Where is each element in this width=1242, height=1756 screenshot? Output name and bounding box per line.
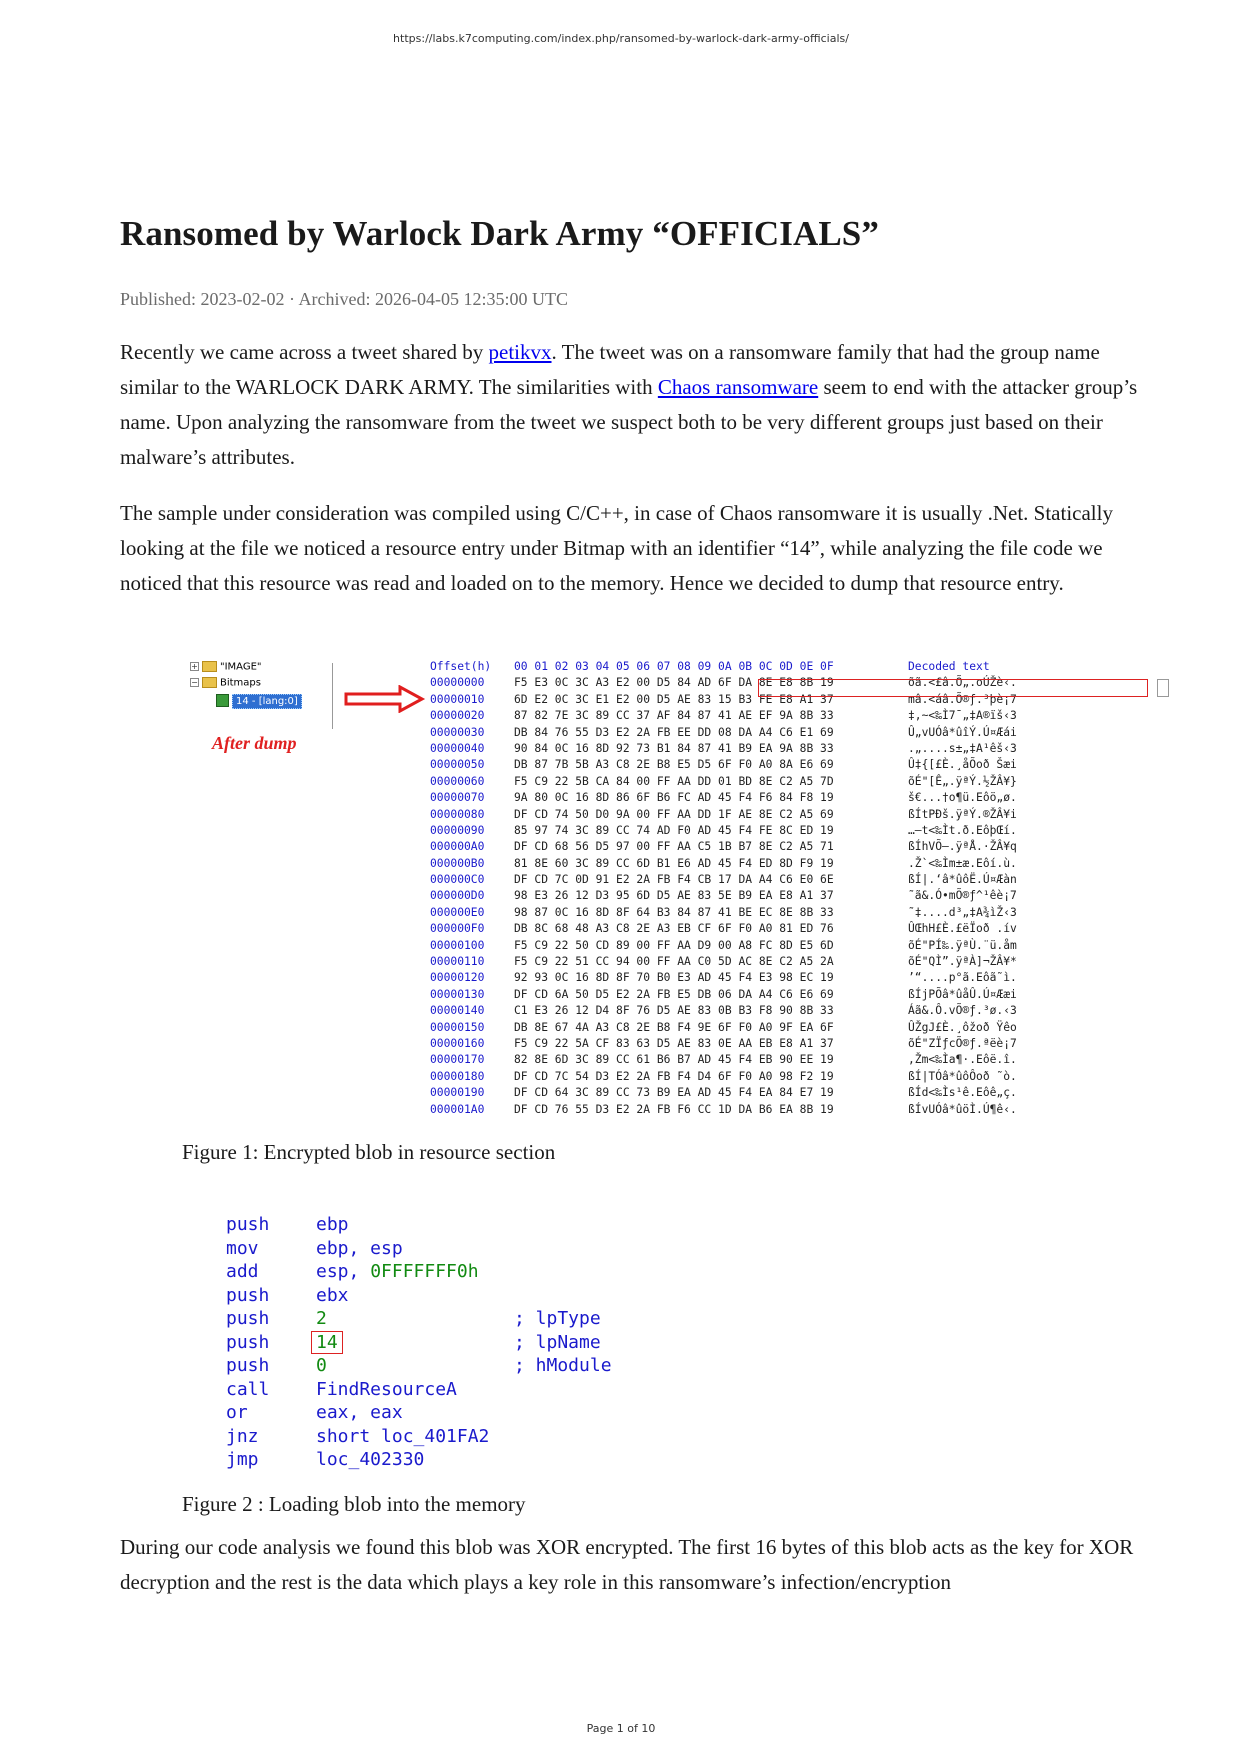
hex-offset: 000000C0: [430, 873, 485, 887]
hex-offset: 00000040: [430, 741, 485, 755]
hex-decoded: ßÍhVÕ—.ÿªÅ.·ŽÂ¥q: [908, 840, 1017, 854]
asm-comment: ; hModule: [514, 1355, 612, 1376]
hex-row: [430, 921, 1017, 937]
asm-operand: short loc_401FA2: [316, 1425, 490, 1447]
bitmap-icon: [216, 694, 229, 707]
collapse-icon: −: [191, 678, 198, 687]
hex-bytes: 90 84 0C 16 8D 92 73 B1 84 87 41 B9 EA 9A 8B 33: [514, 741, 834, 755]
figure-1-caption: Figure 1: Encrypted blob in resource section: [182, 1140, 556, 1164]
asm-comment: ; lpType: [514, 1308, 601, 1329]
asm-operand: eax, eax: [316, 1402, 403, 1423]
folder-icon: [202, 677, 217, 688]
hex-decoded: š€...†o¶ü.Eôö„ø.: [908, 791, 1017, 805]
hex-row: [430, 1102, 1017, 1118]
hex-row: [430, 708, 1017, 724]
hex-bytes: 6D E2 0C 3C E1 E2 00 D5 AE 83 15 B3 FE E8 A1 37: [514, 692, 834, 706]
asm-line: [226, 1213, 612, 1237]
hex-bytes: DF CD 74 50 D0 9A 00 FF AA DD 1F AE 8E C2 A5 69: [514, 807, 834, 821]
hex-bytes: DF CD 68 56 D5 97 00 FF AA C5 1B B7 8E C2 A5 71: [514, 840, 834, 854]
hex-decoded: ‚Žm<‰Ìa¶·.Eôë.î.: [908, 1053, 1017, 1067]
asm-operand: ebp: [316, 1214, 349, 1235]
hex-bytes: 87 82 7E 3C 89 CC 37 AF 84 87 41 AE EF 9A 8B 33: [514, 709, 834, 723]
asm-mnemonic: push: [226, 1308, 270, 1329]
asm-line: [226, 1237, 612, 1261]
hex-row: [430, 872, 1017, 888]
hex-offset: 00000130: [430, 987, 485, 1001]
hex-header: Offset(h) 00 01 02 03 04 05 06 07 08 09 0A 0B 0C 0D 0E 0F Decoded text: [430, 660, 990, 673]
hex-offset: 00000010: [430, 692, 485, 706]
asm-operand: ebx: [316, 1284, 349, 1306]
asm-mnemonic: push: [226, 1331, 270, 1353]
asm-mnemonic: mov: [226, 1237, 259, 1259]
hex-row: [430, 1036, 1017, 1052]
after-dump-label: After dump: [212, 733, 297, 753]
asm-operand: [316, 1331, 514, 1355]
hex-bytes: F5 C9 22 5B CA 84 00 FF AA DD 01 BD 8E C2 A5 7D: [514, 774, 834, 788]
hex-offset: 00000160: [430, 1036, 485, 1050]
hex-bytes: 9A 80 0C 16 8D 86 6F B6 FC AD 45 F4 F6 84 F8 19: [514, 791, 834, 805]
asm-line: [226, 1284, 612, 1308]
hex-offset: 000000D0: [430, 889, 485, 903]
hex-decoded: Áã&.Ô.vÕ®ƒ.³ø.‹3: [908, 1004, 1017, 1018]
hex-decoded: …—t<‰Ìt.ð.EôþŒí.: [908, 823, 1017, 837]
hex-grid: [430, 659, 1017, 1118]
hex-row: [430, 757, 1017, 773]
hex-bytes: 92 93 0C 16 8D 8F 70 B0 E3 AD 45 F4 E3 98 EC 19: [514, 971, 834, 985]
hex-bytes: DF CD 6A 50 D5 E2 2A FB E5 DB 06 DA A4 C6 E6 69: [514, 987, 834, 1001]
hex-offset: 00000070: [430, 791, 485, 805]
figure-2-caption: Figure 2 : Loading blob into the memory: [182, 1492, 526, 1516]
hex-row: [430, 905, 1017, 921]
figure-1-hex-view: [182, 657, 1082, 1137]
hex-row: [430, 741, 1017, 757]
hex-offset: 000001A0: [430, 1102, 485, 1116]
hex-bytes: F5 C9 22 50 CD 89 00 FF AA D9 00 A8 FC 8D E5 6D: [514, 938, 834, 952]
hex-decoded: õÉ"ZÏƒcÕ®ƒ.ªëè¡7: [908, 1036, 1017, 1050]
hex-decoded: Û‡{[£È.¸åÕoð Šæi: [908, 758, 1017, 772]
asm-mnemonic: jmp: [226, 1449, 259, 1470]
chaos-ransomware-link[interactable]: Chaos ransomware: [657, 375, 819, 399]
key-highlight-box: [758, 679, 1148, 697]
hex-offset: 000000B0: [430, 856, 485, 870]
hex-offset: 00000140: [430, 1004, 485, 1018]
hex-decoded: Û„vUÓâ*ûîÝ.Ú¤Æái: [908, 725, 1017, 739]
hex-decoded: ßÍvUÓâ*ûöÌ.Ú¶ê‹.: [908, 1102, 1017, 1116]
red-arrow-icon: [344, 685, 426, 713]
hex-row: [430, 954, 1017, 970]
hex-decoded: ÛŒhH£È.£ëÏoð .ív: [908, 922, 1017, 936]
asm-mnemonic: push: [226, 1355, 270, 1376]
hex-decoded: ßÍjPÕâ*ûåÛ.Ú¤Ææi: [908, 987, 1017, 1001]
decoded-cursor-box: [1157, 679, 1169, 697]
asm-mnemonic: jnz: [226, 1425, 259, 1447]
asm-mnemonic: call: [226, 1378, 270, 1400]
tree-node-image[interactable]: + "IMAGE": [191, 661, 262, 673]
hex-bytes: F5 C9 22 51 CC 94 00 FF AA C0 5D AC 8E C2 A5 2A: [514, 955, 834, 969]
tree-node-14[interactable]: 14 - [lang:0]: [216, 694, 302, 707]
asm-immediate: 0FFFFFFF0h: [370, 1261, 479, 1282]
hex-row: [430, 1052, 1017, 1068]
asm-mnemonic: push: [226, 1214, 270, 1235]
hex-bytes: 85 97 74 3C 89 CC 74 AD F0 AD 45 F4 FE 8C ED 19: [514, 823, 834, 837]
hex-offset: 000000A0: [430, 840, 485, 854]
hex-offset: 00000110: [430, 955, 485, 969]
asm-immediate: 2: [316, 1308, 327, 1329]
hex-decoded: ’“....p°ã.Eôã˜ì.: [908, 971, 1017, 985]
asm-mnemonic: add: [226, 1261, 259, 1282]
hex-bytes: F5 C9 22 5A CF 83 63 D5 AE 83 0E AA EB E8 A1 37: [514, 1036, 834, 1050]
hex-decoded: õÉ"QÌ”.ÿªÀ]¬ŽÂ¥*: [908, 955, 1017, 969]
asm-line: [226, 1260, 612, 1284]
hex-bytes: DB 8C 68 48 A3 C8 2E A3 EB CF 6F F0 A0 81 ED 76: [514, 922, 834, 936]
hex-bytes: 98 E3 26 12 D3 95 6D D5 AE 83 5E B9 EA E8 A1 37: [514, 889, 834, 903]
hex-row: [430, 774, 1017, 790]
hex-row: [430, 823, 1017, 839]
hex-offset: 00000150: [430, 1020, 485, 1034]
paragraph-analysis: The sample under consideration was compiled using C/C++, in case of Chaos ransomware it is usually .Net. Statically looking at the file we noticed a resource entry under Bitmap with an identifier “14”, while analyzing the file code we noticed that this resource was read and loaded on to the memory. Hence we decided to dump that resource entry.: [120, 501, 1113, 595]
hex-decoded: õÉ"PÍ‰.ÿªÙ.¨ü.åm: [908, 938, 1017, 952]
article-title: Ransomed by Warlock Dark Army “OFFICIALS”: [120, 214, 879, 253]
highlighted-resource-id: 14: [311, 1331, 343, 1354]
asm-line: [226, 1401, 612, 1425]
asm-operand: [316, 1354, 514, 1378]
hex-offset: 00000180: [430, 1069, 485, 1083]
hex-offset: 000000F0: [430, 922, 485, 936]
asm-mnemonic: push: [226, 1284, 270, 1306]
asm-comment: ; lpName: [514, 1331, 601, 1353]
hex-offset: 00000190: [430, 1086, 485, 1100]
hex-decoded: ßÍtPÐš.ÿªÝ.®ŽÂ¥i: [908, 807, 1017, 821]
page-url: https://labs.k7computing.com/index.php/ransomed-by-warlock-dark-army-officials/: [393, 32, 849, 45]
figure-2-disassembly: [226, 1213, 612, 1472]
hex-bytes: C1 E3 26 12 D4 8F 76 D5 AE 83 0B B3 F8 90 8B 33: [514, 1004, 834, 1018]
hex-decoded: ßÍ|TÓâ*ûôÔoð ˜ò.: [908, 1069, 1017, 1083]
hex-bytes: F5 E3 0C 3C A3 E2 00 D5 84 AD 6F DA 8E E8 8B 19: [514, 676, 834, 690]
hex-bytes: DF CD 7C 54 D3 E2 2A FB F4 D4 6F F0 A0 98 F2 19: [514, 1069, 834, 1083]
asm-line: [226, 1307, 612, 1331]
asm-line: [226, 1331, 612, 1355]
asm-line: [226, 1448, 612, 1472]
asm-immediate: 0: [316, 1355, 327, 1376]
hex-offset: 00000050: [430, 758, 485, 772]
hex-offset: 00000090: [430, 823, 485, 837]
asm-line: [226, 1354, 612, 1378]
hex-row: [430, 1003, 1017, 1019]
asm-operand: esp, 0FFFFFFF0h: [316, 1261, 479, 1282]
hex-decoded: ßÍd<‰Ìs¹ê.Eôê„ç.: [908, 1086, 1017, 1100]
hex-decoded: ßÍ|.‘â*ûôË.Ú¤Æàn: [908, 873, 1017, 887]
hex-decoded: õã.<£â.Õ„.oÚŽè‹.: [908, 676, 1017, 690]
hex-decoded: ÛŽgJ£È.¸ôžoð Ÿêo: [908, 1020, 1017, 1034]
hex-row: [430, 1020, 1017, 1036]
petikvx-link[interactable]: petikvx: [488, 340, 552, 364]
hex-bytes: DB 84 76 55 D3 E2 2A FB EE DD 08 DA A4 C6 E1 69: [514, 725, 834, 739]
hex-offset: 00000100: [430, 938, 485, 952]
hex-offset: 00000030: [430, 725, 485, 739]
hex-decoded: .„....s±„‡A¹êš‹3: [908, 741, 1017, 755]
hex-row: [430, 888, 1017, 904]
article-meta: Published: 2023-02-02 · Archived: 2026-04-05 12:35:00 UTC: [120, 289, 568, 309]
hex-bytes: 81 8E 60 3C 89 CC 6D B1 E6 AD 45 F4 ED 8D F9 19: [514, 856, 834, 870]
hex-offset: 000000E0: [430, 905, 485, 919]
asm-operand: [316, 1307, 514, 1331]
paragraph-xor: During our code analysis we found this blob was XOR encrypted. The first 16 bytes of this blob acts as the key for XOR decryption and the rest is the data which plays a key role in this ransomware’s infection/encryption: [120, 1535, 1134, 1594]
hex-decoded: ‡‚~<‰Ì7¯„‡A®ïš‹3: [908, 709, 1017, 723]
hex-bytes: DF CD 7C 0D 91 E2 2A FB F4 CB 17 DA A4 C6 E0 6E: [514, 873, 834, 887]
asm-line: [226, 1378, 612, 1402]
hex-decoded: ˜‡....d³„‡A¾ìŽ‹3: [908, 905, 1017, 919]
hex-bytes: DF CD 76 55 D3 E2 2A FB F6 CC 1D DA B6 EA 8B 19: [514, 1102, 834, 1116]
asm-mnemonic: or: [226, 1402, 248, 1423]
hex-offset: 00000020: [430, 709, 485, 723]
divider: [332, 663, 333, 729]
hex-offset: 00000080: [430, 807, 485, 821]
page-number: Page 1 of 10: [586, 1722, 656, 1735]
hex-row: [430, 790, 1017, 806]
hex-offset: 00000000: [430, 676, 485, 690]
asm-operand: ebp, esp: [316, 1237, 403, 1259]
folder-icon: [202, 661, 217, 672]
hex-row: [430, 725, 1017, 741]
hex-row: [430, 987, 1017, 1003]
hex-row: [430, 856, 1017, 872]
hex-bytes: 82 8E 6D 3C 89 CC 61 B6 B7 AD 45 F4 EB 90 EE 19: [514, 1053, 834, 1067]
hex-bytes: 98 87 0C 16 8D 8F 64 B3 84 87 41 BE EC 8E 8B 33: [514, 905, 834, 919]
hex-offset: 00000060: [430, 774, 485, 788]
expand-icon: +: [191, 662, 198, 671]
paragraph-intro: Recently we came across a tweet shared by petikvx. The tweet was on a ransomware family that had the group name similar to the WARLOCK DARK ARMY. The similarities with Chaos ransomware seem to end with the attacker group’s name. Upon analyzing the ransomware from the tweet we suspect both to be very different groups just based on their malware’s attributes.: [120, 340, 1138, 469]
hex-decoded: .Ž`<‰Ìm±æ.Eôí.ù.: [908, 856, 1017, 870]
hex-row: [430, 1069, 1017, 1085]
hex-decoded: ˜ã&.Ó•mÕ®ƒ^¹êè¡7: [908, 889, 1017, 903]
hex-decoded: õÉ"[Ê„.ÿªÝ.½ŽÂ¥}: [908, 774, 1017, 788]
hex-bytes: DB 87 7B 5B A3 C8 2E B8 E5 D5 6F F0 A0 8A E6 69: [514, 758, 834, 772]
hex-bytes: DB 8E 67 4A A3 C8 2E B8 F4 9E 6F F0 A0 9F EA 6F: [514, 1020, 834, 1034]
hex-row: [430, 839, 1017, 855]
hex-row: [430, 938, 1017, 954]
asm-operand: FindResourceA: [316, 1378, 457, 1400]
asm-line: [226, 1425, 612, 1449]
hex-bytes: DF CD 64 3C 89 CC 73 B9 EA AD 45 F4 EA 84 E7 19: [514, 1086, 834, 1100]
hex-row: [430, 1085, 1017, 1101]
asm-operand: loc_402330: [316, 1449, 425, 1470]
hex-decoded: mâ.<áâ.Õ®ƒ.³þè¡7: [908, 692, 1017, 706]
hex-row: [430, 970, 1017, 986]
tree-node-bitmaps[interactable]: − Bitmaps: [191, 677, 261, 689]
hex-offset: 00000170: [430, 1053, 485, 1067]
hex-offset: 00000120: [430, 971, 485, 985]
hex-row: [430, 807, 1017, 823]
